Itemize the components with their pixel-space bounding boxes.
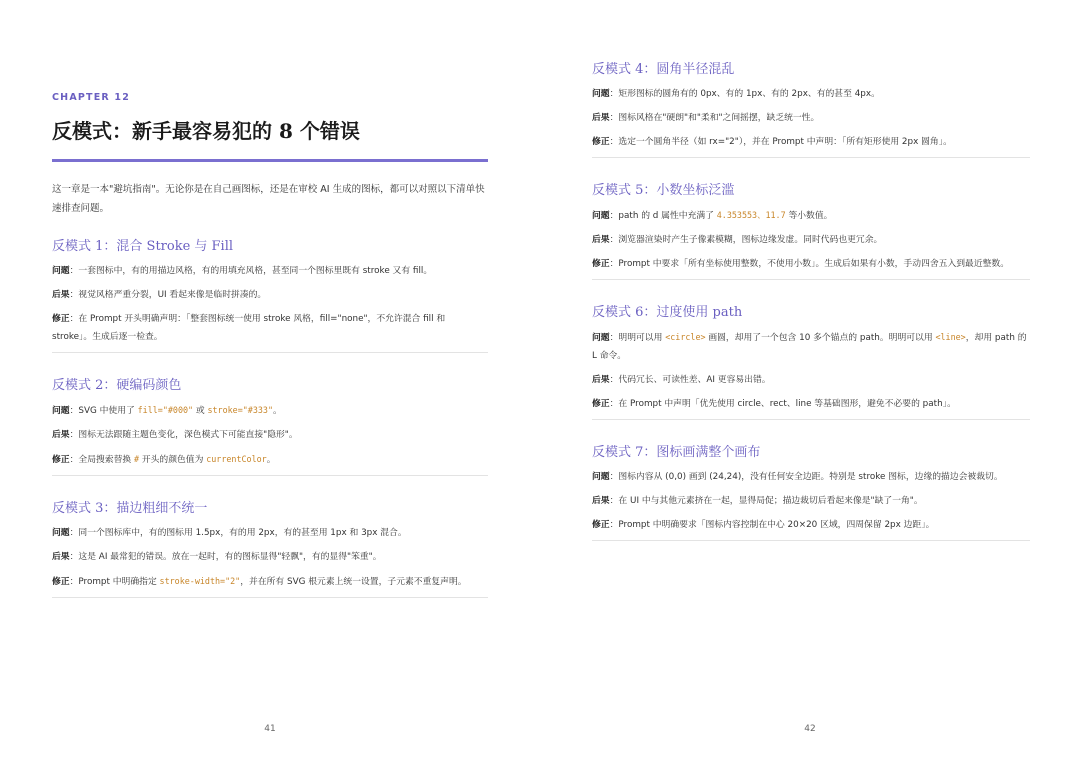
consequence-label: 后果	[52, 552, 70, 562]
consequence-label: 后果	[592, 375, 610, 385]
consequence-label: 后果	[592, 235, 610, 245]
code-snippet: fill="#000"	[137, 405, 194, 415]
problem-text: ：一套图标中，有的用描边风格，有的用填充风格，甚至同一个图标里既有 stroke 又有 fill。	[69, 266, 433, 276]
antipattern-5-section	[592, 182, 1030, 280]
consequence-label: 后果	[592, 113, 610, 123]
fix-paragraph	[592, 133, 1030, 151]
code-snippet: #	[133, 454, 140, 464]
fix-text: ：在 Prompt 中声明「优先使用 circle、rect、line 等基础图形，避免不必要的 path」。	[609, 399, 956, 409]
problem-label: 问题	[52, 406, 70, 416]
consequence-paragraph	[52, 286, 488, 304]
right-page	[540, 0, 1080, 764]
problem-text: 画圆，却用了一个包含 10 多个锚点的 path。明明可以用	[705, 333, 936, 343]
section-heading: 反模式 1：混合 Stroke 与 Fill	[52, 239, 234, 254]
fix-label: 修正	[52, 314, 70, 324]
problem-paragraph	[592, 328, 1030, 365]
fix-label: 修正	[592, 520, 610, 530]
fix-paragraph	[52, 572, 488, 591]
chapter-label: CHAPTER 12	[52, 92, 131, 103]
problem-label: 问题	[52, 266, 70, 276]
chapter-intro: 这一章是一本"避坑指南"。无论你是在自己画图标，还是在审校 AI 生成的图标，都可以对照以下清单快速排查问题。	[52, 184, 485, 214]
fix-text: ：Prompt 中要求「所有坐标使用整数，不使用小数」。生成后如果有小数，手动四舍五入到最近整数。	[609, 259, 1010, 269]
fix-label: 修正	[52, 455, 70, 465]
consequence-paragraph	[592, 371, 1030, 389]
section-divider	[52, 475, 488, 476]
consequence-label: 后果	[52, 290, 70, 300]
problem-paragraph	[52, 401, 488, 420]
consequence-text: ：这是 AI 最常犯的错误。放在一起时，有的图标显得"轻飘"，有的显得"笨重"。	[69, 552, 382, 562]
right-page-content	[592, 61, 1030, 541]
problem-text: ：同一个图标库中，有的图标用 1.5px，有的用 2px，有的甚至用 1px 和 3px 混合。	[69, 528, 407, 538]
consequence-text: ：视觉风格严重分裂，UI 看起来像是临时拼凑的。	[69, 290, 267, 300]
fix-paragraph	[592, 395, 1030, 413]
antipattern-4-section	[592, 61, 1030, 158]
problem-text: ：SVG 中使用了	[69, 406, 138, 416]
fix-paragraph	[592, 516, 1030, 534]
section-heading: 反模式 6：过度使用 path	[592, 305, 743, 320]
page-number: 41	[264, 724, 276, 734]
consequence-label: 后果	[592, 496, 610, 506]
fix-paragraph	[52, 310, 488, 346]
code-snippet: currentColor	[206, 454, 267, 464]
problem-label: 问题	[592, 89, 610, 99]
consequence-paragraph	[592, 231, 1030, 249]
consequence-text: ：在 UI 中与其他元素挤在一起，显得局促；描边裁切后看起来像是"缺了一角"。	[609, 496, 923, 506]
fix-label: 修正	[52, 577, 70, 587]
consequence-paragraph	[52, 548, 488, 566]
section-divider	[592, 419, 1030, 420]
consequence-label: 后果	[52, 430, 70, 440]
fix-text: 。	[266, 455, 276, 465]
page-number: 42	[804, 724, 816, 734]
problem-paragraph	[592, 468, 1030, 486]
fix-label: 修正	[592, 137, 610, 147]
chapter-title: 反模式：新手最容易犯的 8 个错误	[52, 117, 488, 162]
fix-text: ：Prompt 中明确指定	[69, 577, 160, 587]
section-heading: 反模式 2：硬编码颜色	[52, 378, 182, 393]
consequence-paragraph	[52, 426, 488, 444]
consequence-text: ：代码冗长、可读性差、AI 更容易出错。	[609, 375, 771, 385]
fix-text: ：选定一个圆角半径（如 rx="2"），并在 Prompt 中声明：「所有矩形使用 2px 圆角」。	[609, 137, 952, 147]
problem-label: 问题	[592, 472, 610, 482]
problem-text: ：矩形图标的圆角有的 0px、有的 1px、有的 2px、有的甚至 4px。	[609, 89, 880, 99]
consequence-paragraph	[592, 492, 1030, 510]
problem-text: 等小数值。	[785, 211, 833, 221]
consequence-paragraph	[592, 109, 1030, 127]
fix-label: 修正	[592, 399, 610, 409]
code-snippet: <line>	[935, 332, 966, 342]
code-snippet: stroke="#333"	[207, 405, 274, 415]
section-divider	[592, 157, 1030, 158]
problem-text: 或	[193, 406, 208, 416]
consequence-text: ：图标风格在"硬朗"和"柔和"之间摇摆，缺乏统一性。	[609, 113, 820, 123]
problem-paragraph	[592, 85, 1030, 103]
problem-text: 。	[273, 406, 282, 416]
section-heading: 反模式 7：图标画满整个画布	[592, 445, 761, 460]
fix-paragraph	[52, 450, 488, 469]
section-heading: 反模式 5：小数坐标泛滥	[592, 183, 735, 198]
antipattern-6-section	[592, 304, 1030, 420]
antipattern-7-section	[592, 444, 1030, 541]
consequence-text: ：浏览器渲染时产生子像素模糊，图标边缘发虚。同时代码也更冗余。	[609, 235, 883, 245]
problem-text: ：图标内容从 (0,0) 画到 (24,24)，没有任何安全边距。特别是 stroke 图标，边缘的描边会被裁切。	[609, 472, 1003, 482]
problem-text: ，却用 path 的 L 命令。	[592, 333, 1027, 361]
problem-text: ：明明可以用	[609, 333, 666, 343]
antipattern-1-section	[52, 238, 488, 353]
problem-label: 问题	[52, 528, 70, 538]
fix-text: ：全局搜索替换	[69, 455, 134, 465]
problem-paragraph	[52, 262, 488, 280]
fix-text: ，并在所有 SVG 根元素上统一设置，子元素不重复声明。	[240, 577, 467, 587]
code-snippet: 4.353553、11.7	[716, 210, 786, 220]
consequence-text: ：图标无法跟随主题色变化，深色模式下可能直接"隐形"。	[69, 430, 298, 440]
section-divider	[592, 540, 1030, 541]
left-page-content	[52, 92, 488, 598]
code-snippet: <circle>	[665, 332, 706, 342]
section-heading: 反模式 4：圆角半径混乱	[592, 62, 735, 77]
problem-text: ：path 的 d 属性中充满了	[609, 211, 717, 221]
fix-label: 修正	[592, 259, 610, 269]
fix-text: 开头的颜色值为	[139, 455, 207, 465]
problem-paragraph	[592, 206, 1030, 225]
problem-label: 问题	[592, 211, 610, 221]
problem-label: 问题	[592, 333, 610, 343]
section-divider	[592, 279, 1030, 280]
fix-paragraph	[592, 255, 1030, 273]
section-divider	[52, 597, 488, 598]
section-divider	[52, 352, 488, 353]
fix-text: ：Prompt 中明确要求「图标内容控制在中心 20×20 区域，四周保留 2px 边距」。	[609, 520, 935, 530]
section-heading: 反模式 3：描边粗细不统一	[52, 501, 208, 516]
fix-text: ：在 Prompt 开头明确声明：「整套图标统一使用 stroke 风格，fill="none"，不允许混合 fill 和 stroke」。生成后逐一检查。	[52, 314, 446, 342]
antipattern-3-section	[52, 500, 488, 598]
code-snippet: stroke-width="2"	[159, 576, 241, 586]
problem-paragraph	[52, 524, 488, 542]
antipattern-2-section	[52, 377, 488, 476]
